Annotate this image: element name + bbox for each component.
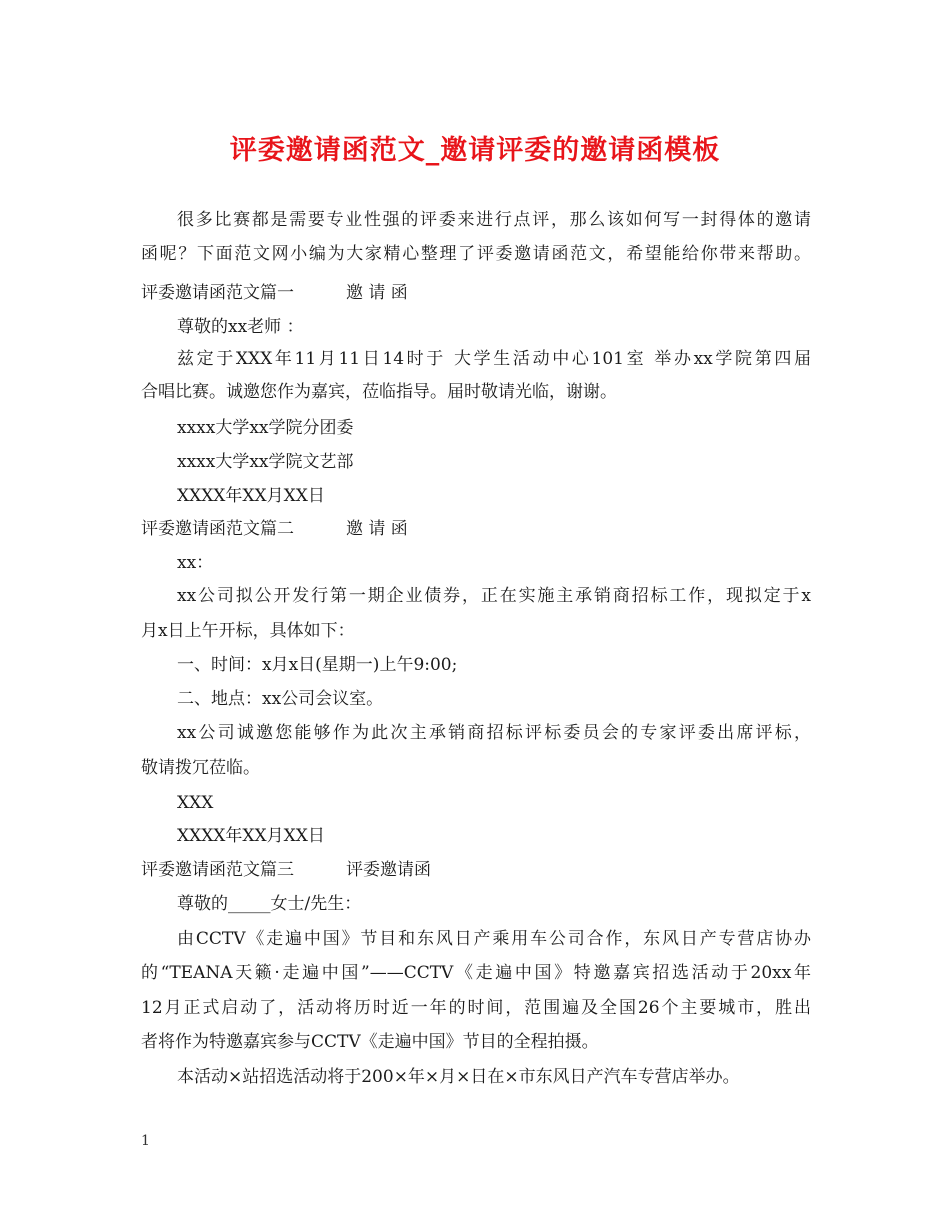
section2-place: 二、地点：xx公司会议室。 [177, 689, 384, 709]
section2-heading-row [141, 518, 811, 540]
section2-date: XXXX年XX月XX日 [177, 826, 325, 846]
section3-body-line-3: 12月正式启动了，活动将历时近一年的时间，范围遍及全国26个主要城市，胜出 [141, 998, 811, 1018]
section3-subheading: 评委邀请函 [346, 860, 431, 880]
section3-body-line-4: 者将作为特邀嘉宾参与CCTV《走遍中国》节目的全程拍摄。 [141, 1032, 599, 1052]
section1-body-line-1: 兹定于XXX年11月11日14时于 大学生活动中心101室 举办xx学院第四届 [177, 349, 811, 369]
section3-salutation: 尊敬的_____女士/先生： [177, 894, 362, 914]
intro-line-2: 函呢？下面范文网小编为大家精心整理了评委邀请函范文，希望能给你带来帮助。 [141, 244, 811, 264]
section1-subheading: 邀 请 函 [346, 283, 408, 303]
section2-invite-line-1: xx公司诚邀您能够作为此次主承销商招标评标委员会的专家评委出席评标， [177, 723, 811, 743]
section2-heading: 评委邀请函范文篇二 [141, 519, 294, 539]
section2-time: 一、时间：x月x日(星期一)上午9:00; [177, 655, 458, 675]
section3-heading-row [141, 859, 811, 881]
section2-body-line-1: xx公司拟公开发行第一期企业债券，正在实施主承销商招标工作，现拟定于x [177, 586, 811, 606]
section2-signature: XXX [177, 793, 214, 813]
section3-body-line-2: 的“TEANA天籁·走遍中国”——CCTV《走遍中国》特邀嘉宾招选活动于20xx年 [141, 963, 811, 983]
section1-heading: 评委邀请函范文篇一 [141, 283, 294, 303]
section1-date: XXXX年XX月XX日 [177, 486, 325, 506]
page-number: 1 [141, 1133, 150, 1149]
section3-last-line: 本活动×站招选活动将于200×年×月×日在×市东风日产汽车专营店举办。 [177, 1067, 740, 1087]
section3-body-line-1: 由CCTV《走遍中国》节目和东风日产乘用车公司合作，东风日产专营店协办 [177, 929, 811, 949]
section3-heading: 评委邀请函范文篇三 [141, 860, 294, 880]
section1-salutation: 尊敬的xx老师 ： [177, 317, 304, 337]
section1-body-line-2: 合唱比赛。诚邀您作为嘉宾，莅临指导。届时敬请光临，谢谢。 [141, 382, 617, 402]
section1-heading-row [141, 282, 811, 304]
section2-body-line-2: 月x日上午开标，具体如下： [141, 621, 355, 641]
section2-salutation: xx： [177, 553, 214, 573]
section1-signature-2: xxxx大学xx学院文艺部 [177, 452, 354, 472]
intro-line-1: 很多比赛都是需要专业性强的评委来进行点评，那么该如何写一封得体的邀请 [177, 210, 811, 230]
page-title: 评委邀请函范文_邀请评委的邀请函模板 [229, 135, 721, 166]
section2-invite-line-2: 敬请拨冗莅临。 [141, 758, 260, 778]
section1-signature-1: xxxx大学xx学院分团委 [177, 418, 354, 438]
section2-subheading: 邀 请 函 [346, 519, 408, 539]
